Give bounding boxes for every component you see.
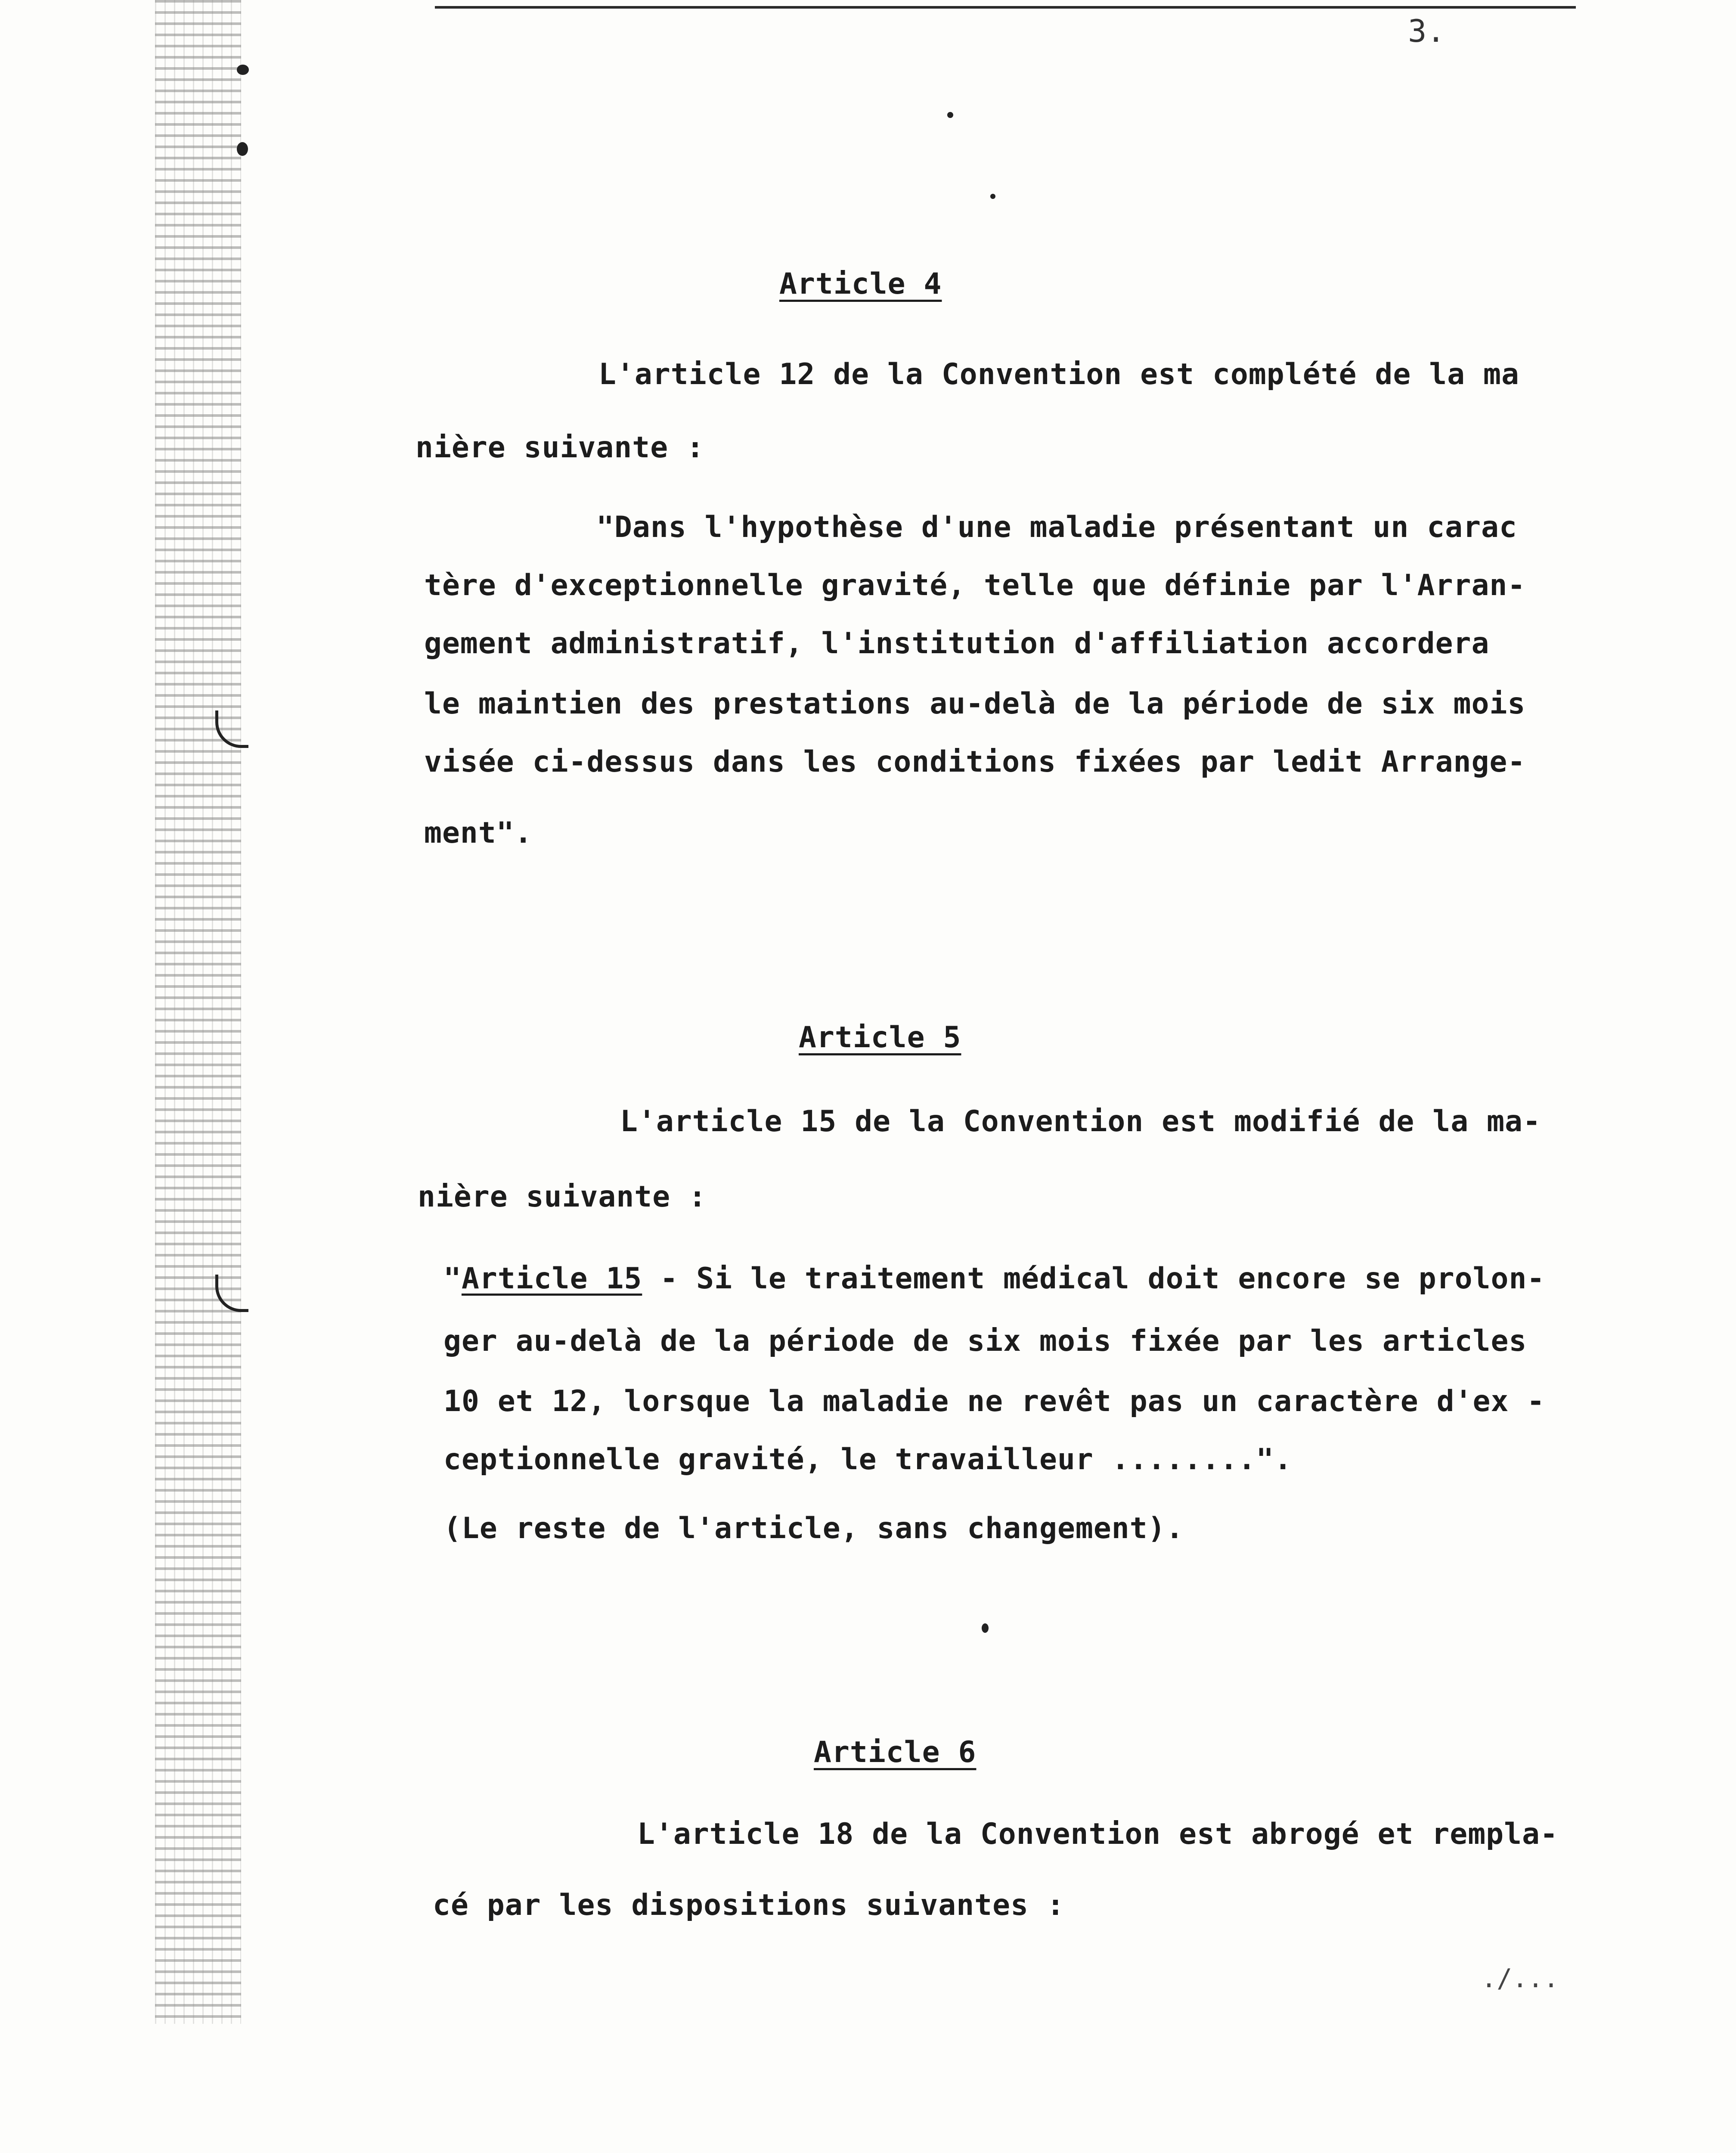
continuation-mark: ./... — [1481, 1964, 1559, 1994]
binding-edge — [155, 0, 241, 2024]
article-5-heading: Article 5 — [799, 1021, 961, 1055]
scan-speck — [982, 1623, 989, 1633]
article-6-intro-line: cé par les dispositions suivantes : — [433, 1888, 1065, 1922]
article-4-quote-line: "Dans l'hypothèse d'une maladie présentant un carac — [596, 510, 1517, 544]
article-4-quote-line: le maintien des prestations au-delà de la période de six mois — [424, 687, 1526, 721]
article-5-intro-line: L'article 15 de la Convention est modifié de la ma- — [620, 1104, 1541, 1139]
article-4-heading: Article 4 — [779, 267, 942, 301]
article-4-quote-line: visée ci-dessus dans les conditions fixées par ledit Arrange- — [424, 745, 1526, 779]
article-5-note: (Le reste de l'article, sans changement). — [443, 1511, 1184, 1545]
article-5-quote-line: ceptionnelle gravité, le travailleur ........". — [443, 1443, 1293, 1477]
scan-speck — [947, 112, 953, 118]
article-5-quote-line: 10 et 12, lorsque la maladie ne revêt pas un caractère d'ex - — [443, 1384, 1545, 1418]
page-number: 3. — [1408, 13, 1445, 49]
article-6-heading: Article 6 — [814, 1735, 976, 1769]
article-5-quote-first-line: - Si le traitement médical doit encore se prolon- — [642, 1262, 1545, 1296]
scan-speck — [237, 65, 249, 75]
article-4-quote-line: gement administratif, l'institution d'affiliation accordera — [424, 627, 1490, 661]
article-5-quote-line — [443, 1262, 1545, 1296]
scan-speck — [990, 194, 995, 199]
scan-speck — [237, 142, 248, 156]
article-5-quote-line: ger au-delà de la période de six mois fixée par les articles — [443, 1324, 1527, 1358]
quote-open-mark: " — [443, 1262, 462, 1296]
article-4-intro-line: L'article 12 de la Convention est complété de la ma — [598, 357, 1519, 391]
article-4-intro-line: nière suivante : — [415, 431, 705, 465]
article-4-quote-line: tère d'exceptionnelle gravité, telle que définie par l'Arran- — [424, 568, 1526, 602]
article-5-intro-line: nière suivante : — [418, 1180, 707, 1214]
article-4-quote-line: ment". — [424, 816, 533, 850]
top-rule — [435, 6, 1576, 9]
article-15-reference: Article 15 — [461, 1262, 642, 1296]
article-6-intro-line: L'article 18 de la Convention est abrogé et rempla- — [637, 1817, 1558, 1851]
